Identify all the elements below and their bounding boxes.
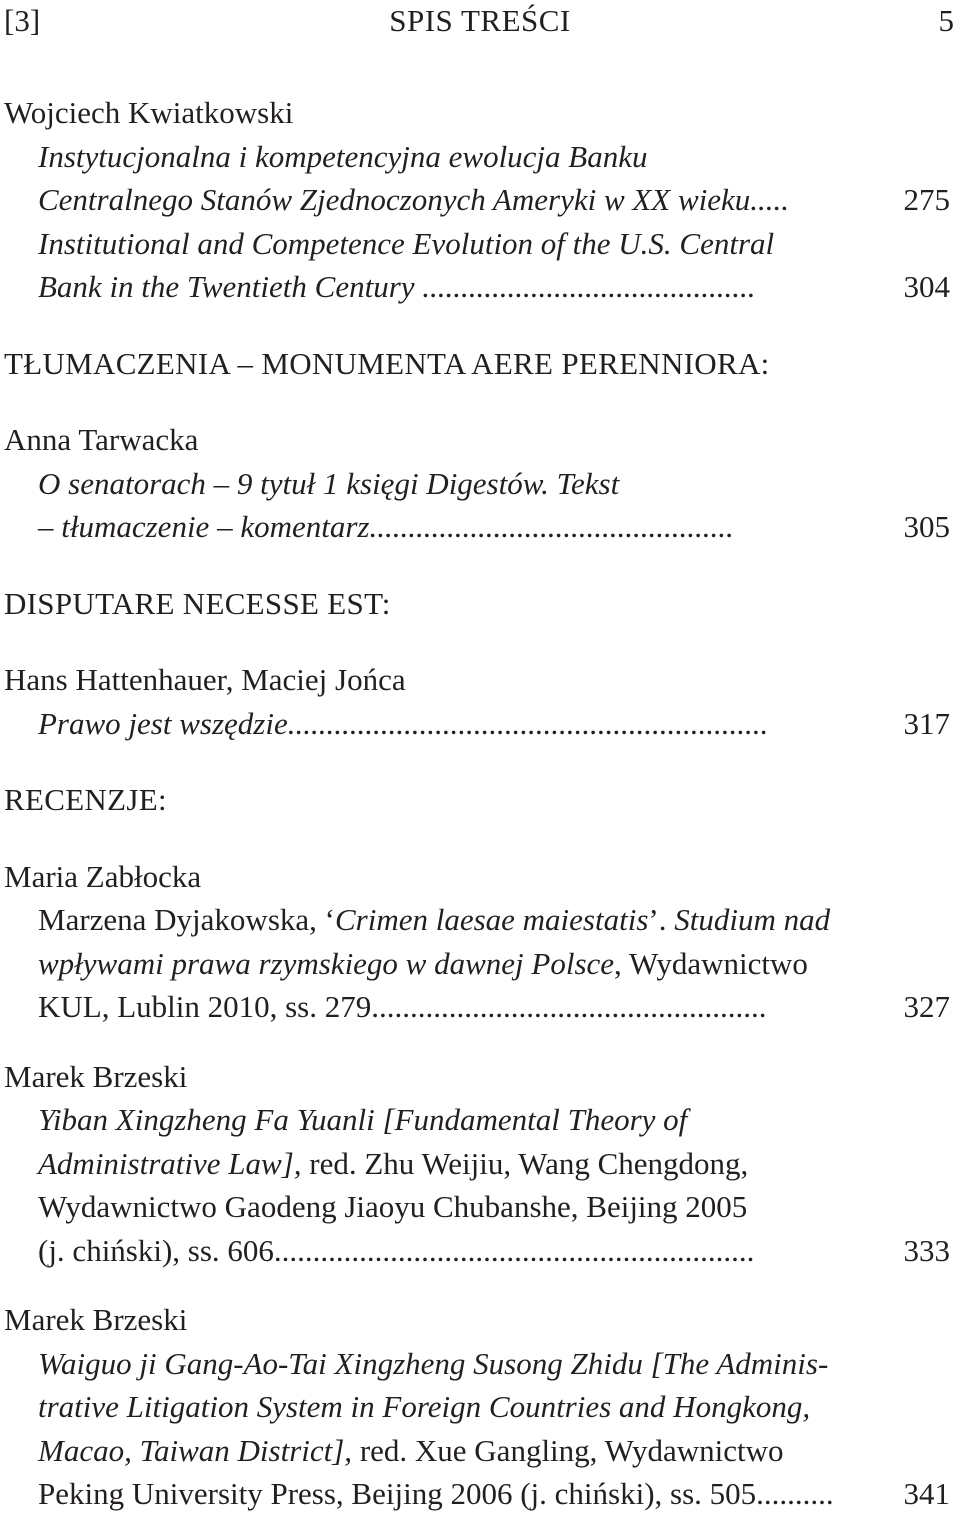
toc-entry-kwiatkowski [4,91,950,309]
entry-title-line [38,702,950,746]
entry-author: Wojciech Kwiatkowski [4,95,294,130]
entry-page-number: 305 [903,509,950,544]
header-bracket-number: [3] [4,3,41,38]
entry-page-number: 304 [903,269,950,304]
entry-text: Marzena Dyjakowska, ‘ [38,902,335,937]
entry-text: red. Xue Gangling, Wydawnictwo [352,1432,784,1468]
entry-page-number: 327 [903,989,950,1024]
page-title: SPIS TREŚCI [389,3,571,38]
toc-entry-brzeski-2 [4,1298,950,1516]
entry-title-line [38,1429,950,1473]
entry-title-line [38,985,950,1029]
entry-title-line [38,942,950,986]
section-heading-disputare: DISPUTARE NECESSE EST: [4,585,391,621]
entry-author: Marek Brzeski [4,1302,188,1337]
entry-title-line: Instytucjonalna i kompetencyjna ewolucja Banku [38,138,648,174]
entry-text: red. Zhu Weijiu, Wang Chengdong, [301,1145,749,1181]
entry-title-line: Waiguo ji Gang-Ao-Tai Xingzheng Susong Zhidu [The Adminis- [38,1345,829,1381]
entry-title-line [38,505,950,549]
entry-text: , Wydawnictwo [614,945,808,981]
entry-title-text: Bank in the Twentieth Century ........................................... [38,269,756,304]
table-of-contents [4,91,950,1516]
entry-text-italic: Macao, Taiwan District], [38,1432,353,1468]
entry-title-line: trative Litigation System in Foreign Countries and Hongkong, [38,1389,811,1424]
section-heading-reviews: RECENZJE: [4,782,167,817]
entry-text: KUL, Lublin 2010, ss. 279................................................... [38,989,767,1024]
entry-page-number: 317 [903,705,950,741]
entry-author: Marek Brzeski [4,1058,188,1094]
entry-title-text: Prawo jest wszędzie.............................................................. [38,705,769,741]
entry-title-line [38,178,950,222]
entry-author: Maria Zabłocka [4,858,202,894]
entry-title-line [38,1142,950,1186]
toc-entry-zablocka [4,855,950,1029]
toc-entry-brzeski-1 [4,1055,950,1273]
entry-title-line [38,898,950,942]
toc-entry-hattenhauer [4,658,950,745]
entry-title-line: Wydawnictwo Gaodeng Jiaoyu Chubanshe, Beijing 2005 [38,1189,748,1224]
entry-title-line [38,1229,950,1273]
section-heading-translations: TŁUMACZENIA – MONUMENTA AERE PERENNIORA: [4,345,770,381]
entry-text-italic: Administrative Law], [38,1145,302,1181]
page-number: 5 [938,3,954,38]
entry-author: Anna Tarwacka [4,422,199,457]
entry-text-italic: Crimen laesae maiestatis [334,902,649,937]
entry-title-line: Institutional and Competence Evolution of the U.S. Central [38,225,775,261]
entry-text-italic: wpływami prawa rzymskiego w dawnej Polsce [38,945,615,981]
entry-page-number: 333 [903,1232,950,1268]
entry-title-text: Centralnego Stanów Zjednoczonych Ameryki w XX wieku..... [38,182,790,217]
entry-text: ’. [648,902,675,937]
entry-page-number: 275 [903,182,950,217]
entry-title-line [38,1472,950,1516]
toc-entry-tarwacka [4,418,950,549]
entry-text: Peking University Press, Beijing 2006 (j. chiński), ss. 505.......... [38,1476,834,1511]
entry-text-italic: Studium nad [674,902,831,937]
entry-title-text: – tłumaczenie – komentarz............................................... [38,509,734,544]
entry-title-line: Yiban Xingzheng Fa Yuanli [Fundamental Theory of [38,1102,688,1137]
entry-page-number: 341 [903,1476,950,1511]
running-header [0,0,960,44]
entry-title-line: O senatorach – 9 tytuł 1 księgi Digestów. Tekst [38,465,620,501]
entry-title-line [38,265,950,309]
entry-text: (j. chiński), ss. 606.............................................................. [38,1232,755,1268]
entry-author: Hans Hattenhauer, Maciej Jońca [4,662,406,697]
